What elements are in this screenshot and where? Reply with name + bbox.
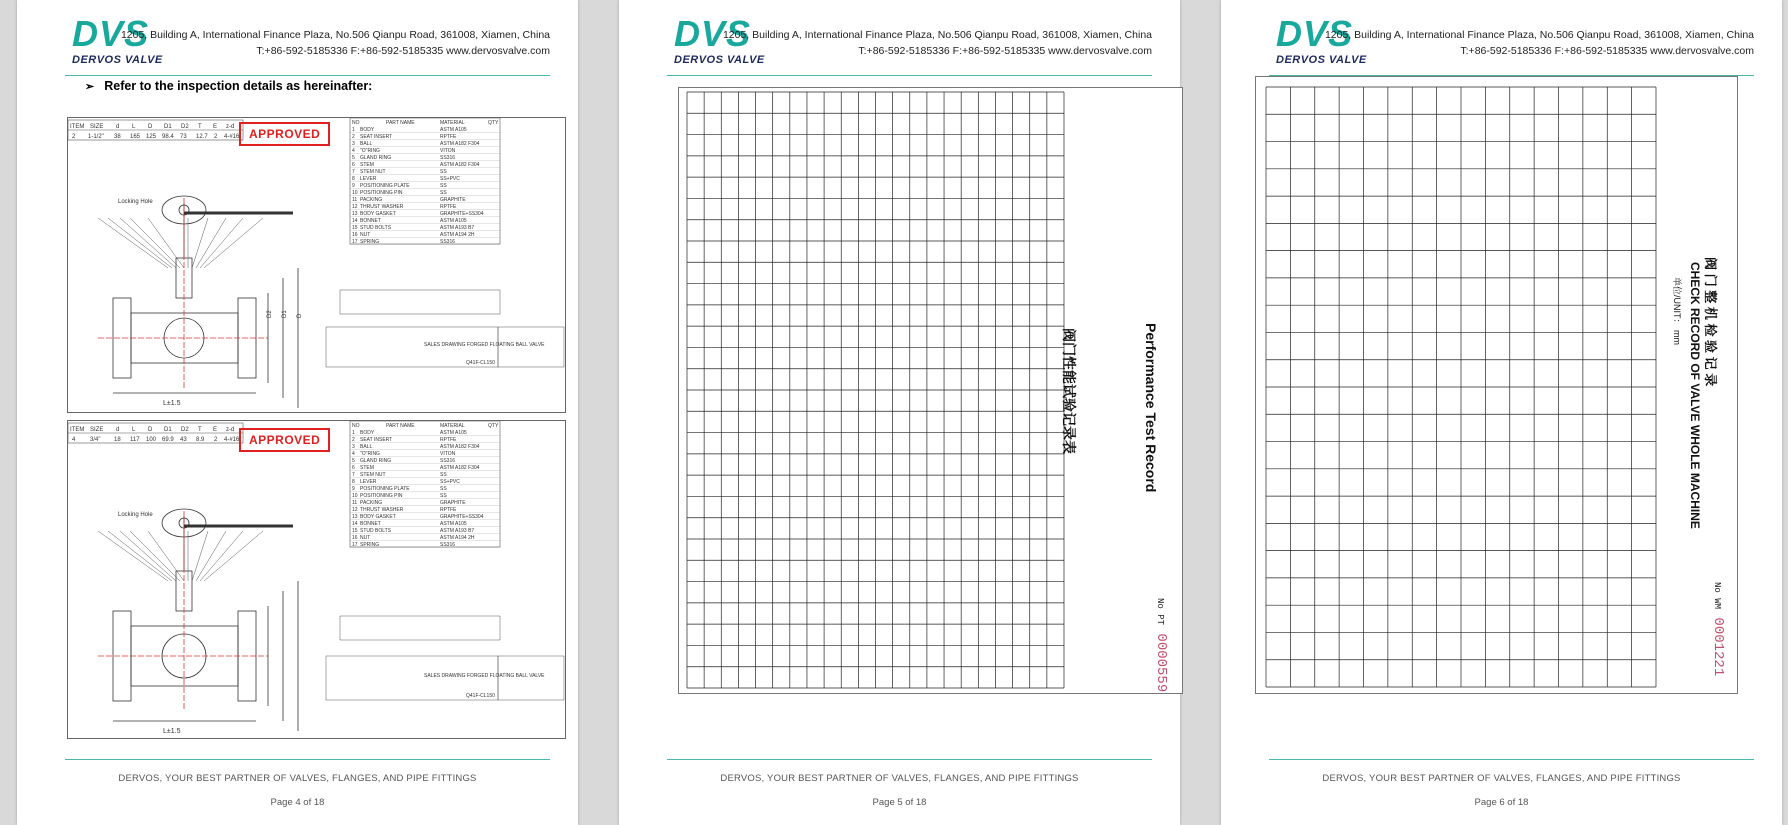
parts-cell: GRAPHITE+SS304 bbox=[440, 211, 484, 217]
dim-header-d: d bbox=[116, 427, 120, 433]
dim-header-D1: D1 bbox=[164, 124, 172, 130]
dim-header-E: E bbox=[213, 124, 218, 130]
parts-header-qty: QTY bbox=[488, 423, 499, 429]
dim-header-T: T bbox=[198, 124, 202, 130]
parts-header-material: MATERIAL bbox=[440, 120, 465, 126]
address-line: 1205, Building A, International Finance Plaza, No.506 Qianpu Road, 361008, Xiamen, China bbox=[120, 29, 550, 41]
parts-cell: 16 bbox=[352, 535, 358, 541]
record-number-value: 0001221 bbox=[1710, 617, 1726, 677]
parts-cell: 4 bbox=[352, 451, 355, 457]
parts-header-material: MATERIAL bbox=[440, 423, 465, 429]
drawing-2-svg bbox=[68, 421, 565, 738]
sales-drawing-title: SALES DRAWING FORGED FLOATING BALL VALVE bbox=[424, 673, 545, 679]
parts-cell: VITON bbox=[440, 451, 456, 457]
parts-cell: ASTM A182 F304 bbox=[440, 465, 480, 471]
parts-cell: SS bbox=[440, 183, 447, 189]
footer-tagline: DERVOS, YOUR BEST PARTNER OF VALVES, FLANGES, AND PIPE FITTINGS bbox=[118, 773, 477, 784]
parts-cell: 7 bbox=[352, 169, 355, 175]
parts-cell: GRAPHITE bbox=[440, 197, 466, 203]
page-number: Page 4 of 18 bbox=[270, 797, 325, 808]
dim-header-item: ITEM bbox=[70, 427, 85, 433]
parts-cell: ASTM A182 F304 bbox=[440, 141, 480, 147]
parts-cell: SS316 bbox=[440, 458, 456, 464]
parts-cell: RPTFE bbox=[440, 507, 457, 513]
address-line: 1205, Building A, International Finance Plaza, No.506 Qianpu Road, 361008, Xiamen, China bbox=[722, 29, 1152, 41]
parts-cell: ASTM A182 F304 bbox=[440, 444, 480, 450]
test-record-title-en: Performance Test Record bbox=[1143, 323, 1159, 493]
parts-cell: 15 bbox=[352, 528, 358, 534]
dim-value-L: 117 bbox=[130, 437, 140, 443]
dim-header-D2: D2 bbox=[181, 427, 189, 433]
valve-section-drawing-2 bbox=[98, 509, 298, 731]
parts-cell: ASTM A105 bbox=[440, 218, 467, 224]
dimension-table-1 bbox=[68, 120, 243, 140]
contact-line: T:+86-592-5185336 F:+86-592-5185335 www.dervosvalve.com bbox=[858, 45, 1152, 57]
record-number bbox=[1710, 582, 1726, 676]
dim-header-L: L bbox=[132, 124, 136, 130]
parts-cell: SS+PVC bbox=[440, 479, 460, 485]
dimension-table-2 bbox=[68, 423, 243, 443]
parts-cell: POSITIONING PIN bbox=[360, 493, 403, 499]
dim-header-size: SIZE bbox=[90, 427, 104, 433]
address-line: 1205, Building A, International Finance Plaza, No.506 Qianpu Road, 361008, Xiamen, China bbox=[1324, 29, 1754, 41]
parts-cell: 2 bbox=[352, 134, 355, 140]
parts-cell: STEM NUT bbox=[360, 169, 386, 175]
footer-divider bbox=[65, 759, 550, 760]
parts-cell: SS316 bbox=[440, 239, 456, 245]
parts-cell: 3 bbox=[352, 444, 355, 450]
parts-cell: PACKING bbox=[360, 197, 383, 203]
drawing-number: Q41F-CL150 bbox=[466, 693, 495, 699]
dim-value-D1: 98.4 bbox=[162, 134, 174, 140]
dim-value-D1: 69.9 bbox=[162, 437, 174, 443]
parts-cell: NUT bbox=[360, 232, 371, 238]
parts-cell: 1 bbox=[352, 430, 355, 436]
parts-cell: STUD BOLTS bbox=[360, 528, 392, 534]
length-dimension-label: L±1.5 bbox=[163, 400, 181, 407]
bullet-heading bbox=[85, 79, 372, 93]
parts-cell: LEVER bbox=[360, 479, 377, 485]
header-address bbox=[1325, 27, 1754, 59]
parts-cell: 9 bbox=[352, 486, 355, 492]
logo-subtitle: DERVOS VALVE bbox=[674, 54, 765, 66]
record-number-value: 0000559 bbox=[1153, 633, 1169, 693]
parts-cell: SS bbox=[440, 472, 447, 478]
logo-mark: DVS bbox=[674, 13, 752, 54]
dim-value-zd: 4-#16 bbox=[224, 134, 240, 140]
dim-header-size: SIZE bbox=[90, 124, 104, 130]
whole-machine-check-record-scan bbox=[1255, 76, 1738, 694]
parts-cell: 9 bbox=[352, 183, 355, 189]
parts-cell: GLAND RING bbox=[360, 155, 392, 161]
dim-value-zd: 4-#16 bbox=[224, 437, 240, 443]
parts-cell: SS+PVC bbox=[440, 176, 460, 182]
parts-cell: BALL bbox=[360, 444, 373, 450]
logo-mark: DVS bbox=[72, 13, 150, 54]
parts-cell: BODY GASKET bbox=[360, 211, 396, 217]
parts-cell: ASTM A194 2H bbox=[440, 535, 475, 541]
dim-value-T: 8.9 bbox=[196, 437, 205, 443]
dim-value-D2: 43 bbox=[180, 437, 187, 443]
dim-header-zd: z-d bbox=[226, 124, 235, 130]
parts-cell: THRUST WASHER bbox=[360, 507, 404, 513]
parts-cell: SS bbox=[440, 486, 447, 492]
parts-cell: SS316 bbox=[440, 542, 456, 548]
parts-list-2 bbox=[350, 421, 500, 548]
dim-value-T: 12.7 bbox=[196, 134, 208, 140]
parts-cell: ASTM A105 bbox=[440, 430, 467, 436]
footer-divider bbox=[1269, 759, 1754, 760]
check-record-title-cn: 阀 门 整 机 检 验 记 录 bbox=[1703, 257, 1718, 387]
parts-cell: BALL bbox=[360, 141, 373, 147]
length-dimension-label: L±1.5 bbox=[163, 728, 181, 735]
parts-cell: 16 bbox=[352, 232, 358, 238]
footer-tagline: DERVOS, YOUR BEST PARTNER OF VALVES, FLANGES, AND PIPE FITTINGS bbox=[1322, 773, 1681, 784]
parts-cell: 12 bbox=[352, 507, 358, 513]
parts-cell: 4 bbox=[352, 148, 355, 154]
parts-cell: 2 bbox=[352, 437, 355, 443]
parts-cell: BODY bbox=[360, 430, 375, 436]
dim-header-T: T bbox=[198, 427, 202, 433]
parts-cell: SEAT INSERT bbox=[360, 134, 393, 140]
parts-cell: STEM bbox=[360, 162, 374, 168]
record-number-label: No WM bbox=[1712, 582, 1722, 610]
parts-cell: 11 bbox=[352, 500, 358, 506]
header-address bbox=[723, 27, 1152, 59]
parts-cell: 11 bbox=[352, 197, 358, 203]
record-number-label: No PT bbox=[1155, 598, 1165, 626]
sales-drawing-title: SALES DRAWING FORGED FLOATING BALL VALVE bbox=[424, 342, 545, 348]
parts-cell: SS bbox=[440, 190, 447, 196]
parts-cell: 10 bbox=[352, 493, 358, 499]
parts-header-name: PART NAME bbox=[386, 423, 415, 429]
parts-cell: 14 bbox=[352, 521, 358, 527]
parts-rows-2 bbox=[350, 430, 500, 548]
parts-cell: SEAT INSERT bbox=[360, 437, 393, 443]
document-page-4 bbox=[17, 0, 578, 825]
parts-cell: 13 bbox=[352, 211, 358, 217]
parts-cell: GLAND RING bbox=[360, 458, 392, 464]
parts-cell: THRUST WASHER bbox=[360, 204, 404, 210]
record-number bbox=[1153, 598, 1169, 692]
parts-cell: 5 bbox=[352, 155, 355, 161]
parts-cell: BONNET bbox=[360, 521, 381, 527]
parts-list-1 bbox=[350, 118, 500, 245]
parts-cell: LEVER bbox=[360, 176, 377, 182]
dim-header-L: L bbox=[132, 427, 136, 433]
parts-cell: STEM NUT bbox=[360, 472, 386, 478]
title-block-2 bbox=[326, 616, 564, 700]
dim-header-D: D bbox=[148, 427, 153, 433]
dim-header-item: ITEM bbox=[70, 124, 85, 130]
page-number: Page 5 of 18 bbox=[872, 797, 927, 808]
check-record-grid bbox=[1256, 77, 1737, 693]
parts-header-qty: QTY bbox=[488, 120, 499, 126]
parts-cell: SS bbox=[440, 169, 447, 175]
check-record-title-en: CHECK RECORD OF VALVE WHOLE MACHINE bbox=[1688, 262, 1702, 529]
parts-cell: NUT bbox=[360, 535, 371, 541]
dim-value-D: 100 bbox=[146, 437, 157, 443]
dim-value-E: 2 bbox=[214, 437, 218, 443]
parts-cell: ASTM A182 F304 bbox=[440, 162, 480, 168]
dim-value-E: 2 bbox=[214, 134, 218, 140]
dim-header-zd: z-d bbox=[226, 427, 235, 433]
parts-cell: GRAPHITE+SS304 bbox=[440, 514, 484, 520]
dim-value-item: 2 bbox=[72, 134, 76, 140]
parts-cell: SS bbox=[440, 493, 447, 499]
parts-cell: 15 bbox=[352, 225, 358, 231]
dim-value-D2: 73 bbox=[180, 134, 187, 140]
parts-cell: VITON bbox=[440, 148, 456, 154]
approved-stamp-1: APPROVED bbox=[239, 122, 330, 146]
valve-drawing-1 bbox=[67, 117, 566, 413]
locking-hole-label: Locking Hole bbox=[118, 199, 153, 205]
d2-dimension: D2 bbox=[267, 310, 273, 318]
header-divider bbox=[65, 75, 550, 76]
D-dimension: D bbox=[297, 313, 303, 318]
parts-cell: 6 bbox=[352, 162, 355, 168]
parts-cell: 8 bbox=[352, 479, 355, 485]
parts-cell: BODY GASKET bbox=[360, 514, 396, 520]
dim-value-d: 18 bbox=[114, 437, 121, 443]
parts-cell: 17 bbox=[352, 542, 358, 548]
parts-cell: 7 bbox=[352, 472, 355, 478]
parts-cell: ASTM A105 bbox=[440, 521, 467, 527]
parts-cell: 14 bbox=[352, 218, 358, 224]
arrow-bullet-icon: ➢ bbox=[85, 81, 95, 93]
parts-cell: BONNET bbox=[360, 218, 381, 224]
parts-cell: RPTFE bbox=[440, 437, 457, 443]
contact-line: T:+86-592-5185336 F:+86-592-5185335 www.dervosvalve.com bbox=[1460, 45, 1754, 57]
dim-value-d: 38 bbox=[114, 134, 121, 140]
parts-cell: 10 bbox=[352, 190, 358, 196]
performance-test-record-scan bbox=[678, 87, 1183, 694]
parts-cell: SS316 bbox=[440, 155, 456, 161]
test-record-title-cn: 阀门性能试验记录表 bbox=[1061, 328, 1077, 454]
dim-value-size: 3/4" bbox=[90, 437, 101, 443]
logo-mark: DVS bbox=[1276, 13, 1354, 54]
drawing-number: Q41F-CL150 bbox=[466, 360, 495, 366]
parts-cell: POSITIONING PIN bbox=[360, 190, 403, 196]
dim-header-D: D bbox=[148, 124, 153, 130]
parts-cell: 1 bbox=[352, 127, 355, 133]
parts-cell: POSITIONING PLATE bbox=[360, 183, 410, 189]
parts-rows-1 bbox=[350, 127, 500, 245]
title-block-1 bbox=[326, 290, 564, 367]
dim-header-d: d bbox=[116, 124, 120, 130]
parts-cell: SPRING bbox=[360, 239, 380, 245]
parts-header-name: PART NAME bbox=[386, 120, 415, 126]
logo-subtitle: DERVOS VALVE bbox=[72, 54, 163, 66]
valve-section-drawing-1 bbox=[98, 196, 298, 408]
parts-cell: PACKING bbox=[360, 500, 383, 506]
parts-cell: ASTM A193 B7 bbox=[440, 528, 475, 534]
valve-drawing-2 bbox=[67, 420, 566, 739]
parts-cell: SPRING bbox=[360, 542, 380, 548]
header-divider bbox=[667, 75, 1152, 76]
parts-header-no: NO bbox=[352, 423, 360, 429]
logo-subtitle: DERVOS VALVE bbox=[1276, 54, 1367, 66]
parts-cell: BODY bbox=[360, 127, 375, 133]
parts-cell: 17 bbox=[352, 239, 358, 245]
parts-cell: RPTFE bbox=[440, 134, 457, 140]
test-record-grid bbox=[679, 88, 1182, 693]
parts-cell: ASTM A105 bbox=[440, 127, 467, 133]
bullet-text: Refer to the inspection details as hereinafter: bbox=[104, 79, 373, 93]
parts-cell: 8 bbox=[352, 176, 355, 182]
drawing-1-svg bbox=[68, 118, 565, 412]
parts-cell: POSITIONING PLATE bbox=[360, 486, 410, 492]
locking-hole-label: Locking Hole bbox=[118, 512, 153, 518]
dim-value-D: 125 bbox=[146, 134, 157, 140]
dim-header-D2: D2 bbox=[181, 124, 189, 130]
parts-cell: 3 bbox=[352, 141, 355, 147]
parts-cell: 6 bbox=[352, 465, 355, 471]
parts-cell: 12 bbox=[352, 204, 358, 210]
parts-cell: ASTM A194 2H bbox=[440, 232, 475, 238]
dim-value-size: 1-1/2" bbox=[88, 134, 104, 140]
parts-cell: 13 bbox=[352, 514, 358, 520]
page-number: Page 6 of 18 bbox=[1474, 797, 1529, 808]
header-address bbox=[121, 27, 550, 59]
parts-cell: "O"RING bbox=[360, 148, 380, 154]
footer-tagline: DERVOS, YOUR BEST PARTNER OF VALVES, FLANGES, AND PIPE FITTINGS bbox=[720, 773, 1079, 784]
parts-cell: GRAPHITE bbox=[440, 500, 466, 506]
dim-value-item: 4 bbox=[72, 437, 76, 443]
dim-header-D1: D1 bbox=[164, 427, 172, 433]
parts-cell: STUD BOLTS bbox=[360, 225, 392, 231]
parts-cell: STEM bbox=[360, 465, 374, 471]
parts-cell: ASTM A193 B7 bbox=[440, 225, 475, 231]
parts-cell: "O"RING bbox=[360, 451, 380, 457]
d1-dimension: D1 bbox=[282, 310, 288, 318]
dim-value-L: 165 bbox=[130, 134, 141, 140]
unit-label: 单位/UNIT： mm bbox=[1672, 277, 1682, 345]
dim-header-E: E bbox=[213, 427, 218, 433]
approved-stamp-2: APPROVED bbox=[239, 428, 330, 452]
parts-header-no: NO bbox=[352, 120, 360, 126]
contact-line: T:+86-592-5185336 F:+86-592-5185335 www.dervosvalve.com bbox=[256, 45, 550, 57]
parts-cell: RPTFE bbox=[440, 204, 457, 210]
parts-cell: 5 bbox=[352, 458, 355, 464]
footer-divider bbox=[667, 759, 1152, 760]
